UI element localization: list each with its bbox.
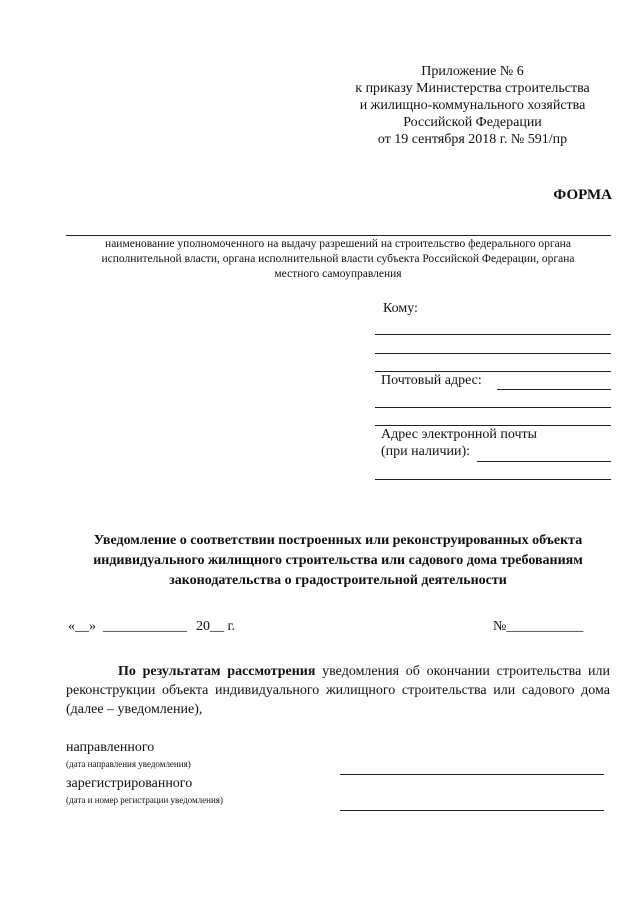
email-line-1[interactable] bbox=[477, 461, 611, 462]
email-label: Адрес электронной почты bbox=[381, 427, 538, 442]
to-field-line-3[interactable] bbox=[375, 371, 611, 372]
body-paragraph bbox=[66, 662, 610, 719]
postal-address-label: Почтовый адрес: bbox=[381, 373, 482, 388]
notice-number[interactable]: №___________ bbox=[493, 619, 584, 634]
postal-address-line-3[interactable] bbox=[375, 425, 611, 426]
date-year[interactable]: 20__ г. bbox=[196, 619, 236, 634]
notice-title-line: законодательства о градостроительной деятельности bbox=[169, 573, 507, 588]
email-label-note: (при наличии): bbox=[381, 444, 471, 459]
notice-title-line: Уведомление о соответствии построенных или реконструированных объекта bbox=[93, 533, 583, 548]
authority-caption bbox=[66, 237, 610, 282]
registered-date-line[interactable] bbox=[340, 810, 604, 811]
body-lead-bold: По результатам рассмотрения bbox=[118, 664, 316, 679]
sent-label: направленного bbox=[66, 740, 155, 755]
to-field-line-1[interactable] bbox=[375, 334, 611, 335]
form-label: ФОРМА bbox=[553, 187, 612, 203]
authority-caption-line: исполнительной власти, органа исполнительной власти субъекта Российской Федерации, органа bbox=[101, 253, 575, 265]
appendix-line: Приложение № 6 bbox=[421, 64, 524, 79]
appendix-line: Российской Федерации bbox=[403, 115, 542, 130]
to-field-line-2[interactable] bbox=[375, 353, 611, 354]
email-line-2[interactable] bbox=[375, 479, 611, 480]
appendix-header bbox=[340, 63, 605, 148]
appendix-line: к приказу Министерства строительства bbox=[355, 81, 590, 96]
sent-date-line[interactable] bbox=[340, 774, 604, 775]
authority-caption-line: наименование уполномоченного на выдачу разрешений на строительство федерального органа bbox=[105, 238, 571, 250]
notice-title bbox=[66, 531, 610, 591]
to-label: Кому: bbox=[383, 301, 418, 316]
postal-address-line-2[interactable] bbox=[375, 407, 611, 408]
registered-label: зарегистрированного bbox=[66, 776, 193, 791]
authority-caption-line: местного самоуправления bbox=[274, 268, 402, 280]
appendix-line: от 19 сентября 2018 г. № 591/пр bbox=[377, 132, 568, 147]
authority-name-line[interactable] bbox=[66, 235, 611, 236]
sent-hint: (дата направления уведомления) bbox=[66, 759, 191, 769]
appendix-line: и жилищно-коммунального хозяйства bbox=[359, 98, 586, 113]
date-day[interactable]: «__» bbox=[68, 619, 96, 634]
date-month[interactable]: ____________ bbox=[103, 619, 187, 634]
registered-hint: (дата и номер регистрации уведомления) bbox=[66, 795, 223, 805]
body-lead-rest: уведомления об окончании строительства или реконструкции объекта индивидуального жилищного строительства или садового дома (далее – уведомление), bbox=[66, 664, 610, 717]
notice-title-line: индивидуального жилищного строительства или садового дома требованиям bbox=[93, 553, 583, 568]
postal-address-line-1[interactable] bbox=[497, 389, 611, 390]
